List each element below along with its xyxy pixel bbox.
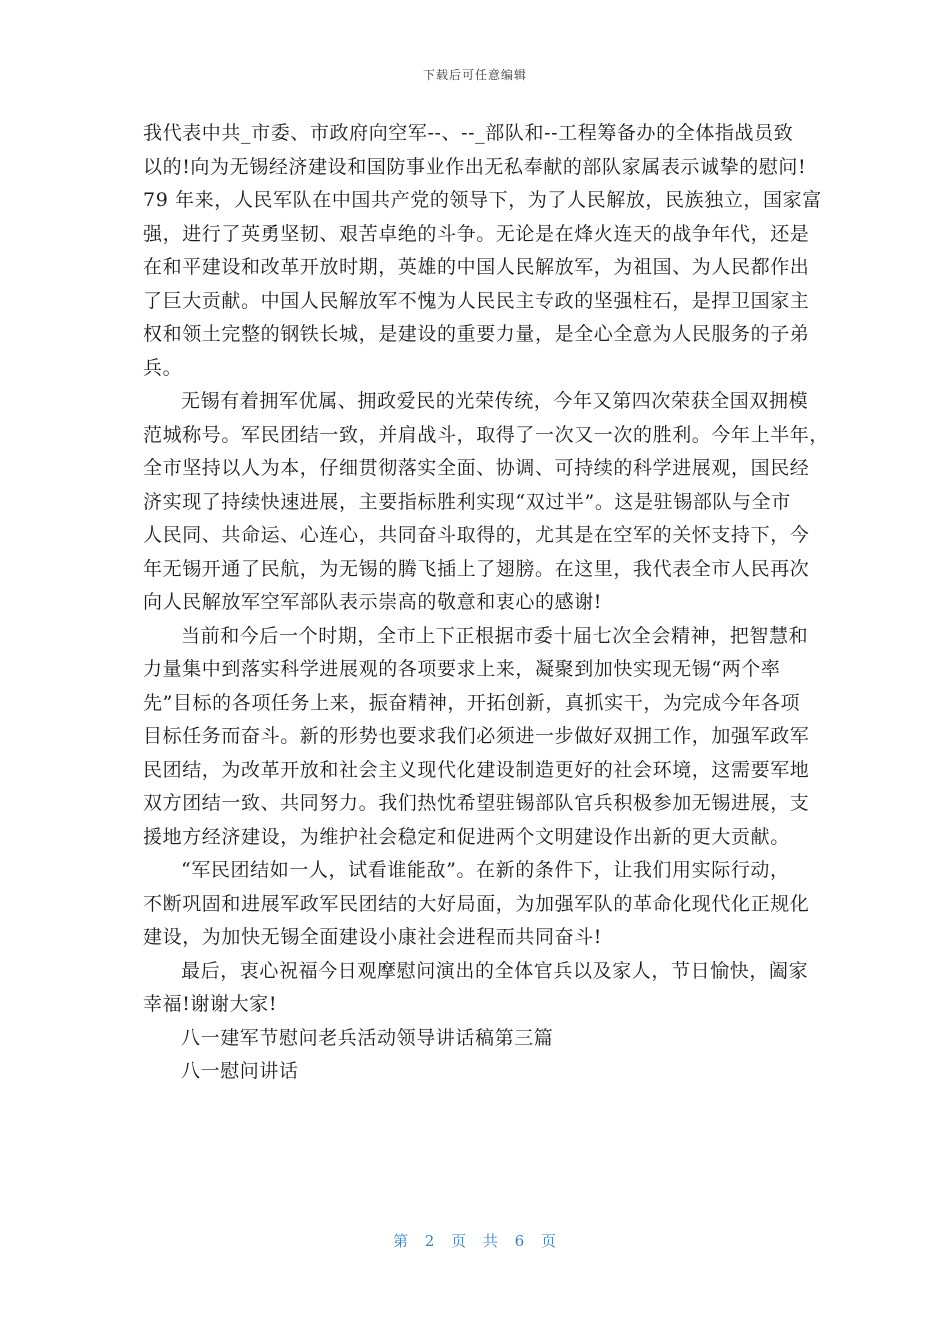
text-line: 在和平建设和改革开放时期，英雄的中国人民解放军，为祖国、为人民都作出 [143,256,810,278]
document-body [143,117,830,1089]
text-line: 79 年来，人民军队在中国共产党的领导下，为了人民解放，民族独立，国家富 [143,189,822,211]
text-line: 建设，为加快无锡全面建设小康社会进程而共同奋斗! [143,926,603,948]
text-line: 无锡有着拥军优属、拥政爱民的光荣传统，今年又第四次荣获全国双拥模 [181,390,809,412]
text-line: 向人民解放军空军部队表示崇高的敬意和衷心的感谢! [143,591,603,613]
text-line: 年无锡开通了民航，为无锡的腾飞插上了翅膀。在这里，我代表全市人民再次 [143,557,810,580]
section-heading: 八一建军节慰问老兵活动领导讲话稿第三篇 [181,1026,554,1049]
text-line: 兵。 [143,356,183,379]
text-line: 力量集中到落实科学进展观的各项要求上来，凝聚到加快实现无锡“两个率 [143,658,781,680]
text-line: 幸福!谢谢大家! [143,993,278,1015]
text-line: 当前和今后一个时期，全市上下正根据市委十届七次全会精神，把智慧和 [181,624,809,647]
text-line: 双方团结一致、共同努力。我们热忱希望驻锡部队官兵积极参加无锡进展，支 [143,792,810,814]
section-subheading: 八一慰问讲话 [181,1060,299,1082]
text-line: 了巨大贡献。中国人民解放军不愧为人民民主专政的坚强柱石，是捍卫国家主 [143,289,810,312]
text-line: “军民团结如一人，试看谁能敌”。在新的条件下，让我们用实际行动， [181,859,790,881]
text-line: 援地方经济建设，为维护社会稳定和促进两个文明建设作出新的更大贡献。 [143,825,790,848]
text-line: 最后，衷心祝福今日观摩慰问演出的全体官兵以及家人，节日愉快，阖家 [181,959,809,982]
text-line: 以的!向为无锡经济建设和国防事业作出无私奉献的部队家属表示诚挚的慰问! [143,155,807,178]
text-line: 不断巩固和进展军政军民团结的大好局面，为加强军队的革命化现代化正规化 [143,892,810,915]
text-line: 济实现了持续快速进展，主要指标胜利实现“双过半”。这是驻锡部队与全市 [143,490,791,513]
text-line: 民团结，为改革开放和社会主义现代化建设制造更好的社会环境，这需要军地 [143,758,810,781]
text-line: 范城称号。军民团结一致，并肩战斗，取得了一次又一次的胜利。今年上半年， [143,423,830,446]
text-line: 强，进行了英勇坚韧、艰苦卓绝的斗争。无论是在烽火连天的战争年代，还是 [143,222,810,245]
text-line: 权和领土完整的钢铁长城，是建设的重要力量，是全心全意为人民服务的子弟 [143,323,810,345]
text-line: 先”目标的各项任务上来，振奋精神，开拓创新，真抓实干，为完成今年各项 [143,691,801,714]
page-number: 第 2 页 共 6 页 [393,1232,557,1250]
header-note: 下载后可任意编辑 [422,68,527,82]
text-line: 我代表中共_市委、市政府向空军--、--_部队和--工程筹备办的全体指战员致 [143,122,794,144]
text-line: 人民同、共命运、心连心，共同奋斗取得的，尤其是在空军的关怀支持下，今 [143,524,810,546]
text-line: 全市坚持以人为本，仔细贯彻落实全面、协调、可持续的科学进展观，国民经 [143,457,810,479]
text-line: 目标任务而奋斗。新的形势也要求我们必须进一步做好双拥工作，加强军政军 [143,725,810,747]
